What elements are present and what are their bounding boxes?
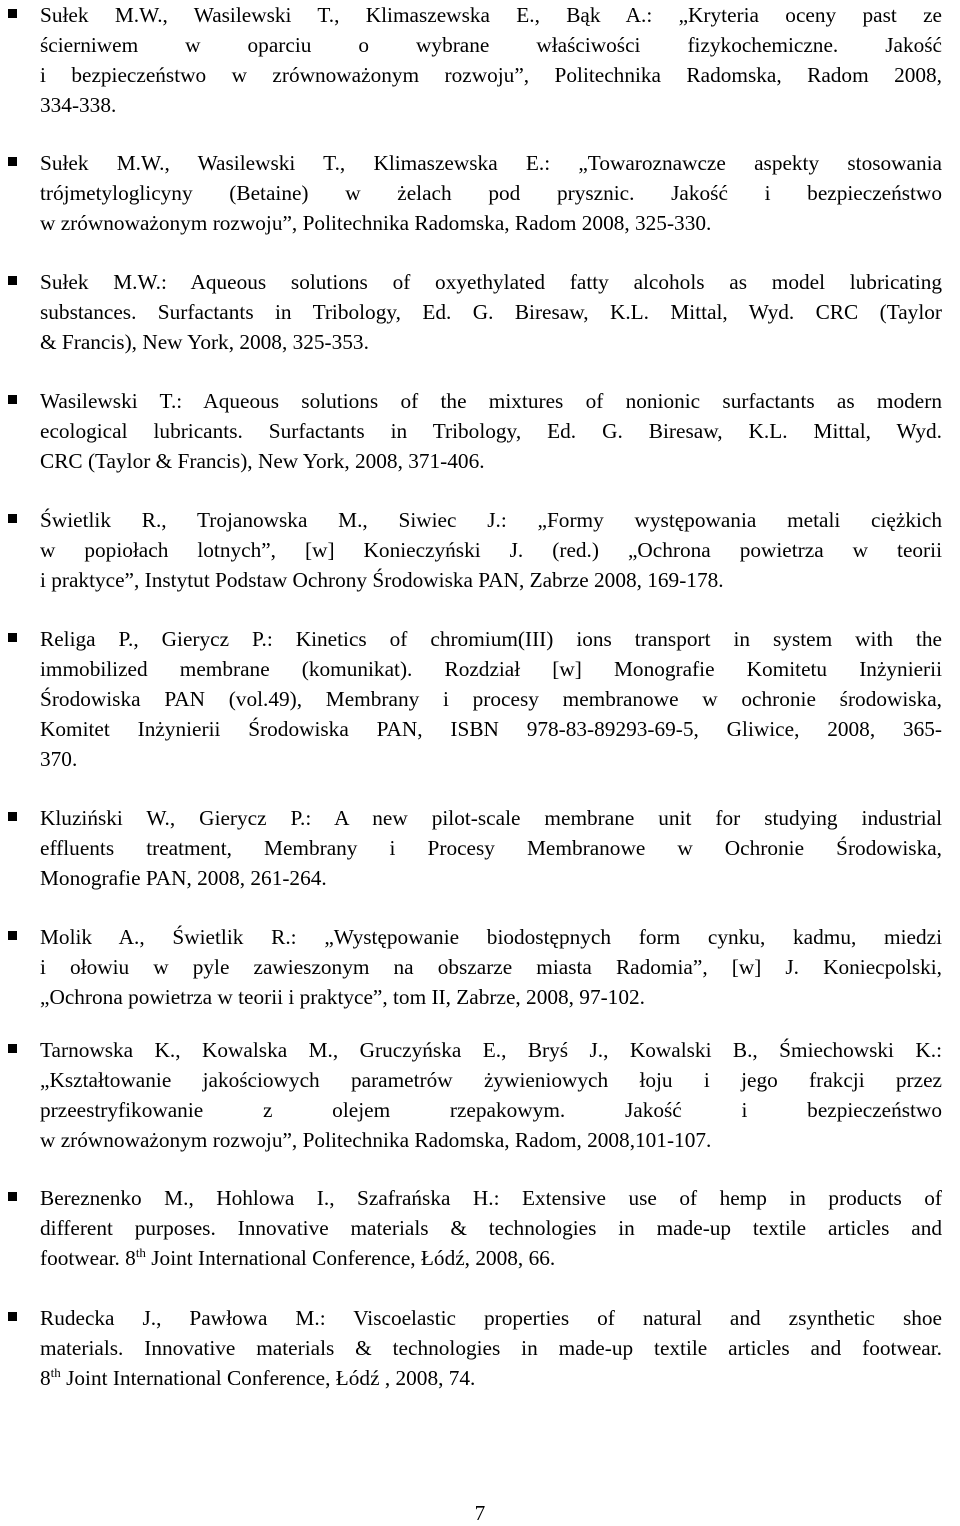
reference-line: „Kształtowanie jakościowych parametrów żywieniowych łoju i jego frakcji przez xyxy=(40,1068,942,1092)
bullet-square-icon xyxy=(8,395,17,404)
bullet-square-icon xyxy=(8,1044,17,1053)
reference-line: effluents treatment, Membrany i Procesy Membranowe w Ochronie Środowiska, xyxy=(40,836,942,860)
reference-line: w zrównoważonym rozwoju”, Politechnika Radomska, Radom 2008, 325-330. xyxy=(40,211,712,235)
bullet-square-icon xyxy=(8,9,17,18)
reference-line: Religa P., Gierycz P.: Kinetics of chromium(III) ions transport in system with the xyxy=(40,627,942,651)
reference-line: Bereznenko M., Hohlowa I., Szafrańska H.: Extensive use of hemp in products of xyxy=(40,1186,942,1210)
reference-line-part: 8 xyxy=(40,1366,51,1390)
reference-line: ścierniwem w oparciu o wybrane właściwości fizykochemiczne. Jakość xyxy=(40,33,942,57)
reference-text xyxy=(40,148,942,238)
reference-line: substances. Surfactants in Tribology, Ed. G. Biresaw, K.L. Mittal, Wyd. CRC (Taylor xyxy=(40,300,942,324)
reference-text xyxy=(40,803,942,893)
bullet-square-icon xyxy=(8,514,17,523)
reference-line: w popiołach lotnych”, [w] Konieczyński J. (red.) „Ochrona powietrza w teorii xyxy=(40,538,942,562)
reference-text xyxy=(40,1035,942,1155)
reference-text xyxy=(40,267,942,357)
bullet-square-icon xyxy=(8,931,17,940)
reference-line-part: footwear. 8 xyxy=(40,1246,136,1270)
reference-text xyxy=(40,922,942,1012)
reference-line: i bezpieczeństwo w zrównoważonym rozwoju”, Politechnika Radomska, Radom 2008, xyxy=(40,63,942,87)
reference-line: Sułek M.W.: Aqueous solutions of oxyethylated fatty alcohols as model lubricating xyxy=(40,270,942,294)
bullet-square-icon xyxy=(8,812,17,821)
reference-text xyxy=(40,1303,942,1393)
reference-line-part: Joint International Conference, Łódź , 2008, 74. xyxy=(60,1366,476,1390)
reference-line: Monografie PAN, 2008, 261-264. xyxy=(40,866,327,890)
reference-line: materials. Innovative materials & technologies in made-up textile articles and footwear. xyxy=(40,1336,942,1360)
reference-line: i praktyce”, Instytut Podstaw Ochrony Środowiska PAN, Zabrze 2008, 169-178. xyxy=(40,568,724,592)
reference-line: trójmetyloglicyny (Betaine) w żelach pod prysznic. Jakość i bezpieczeństwo xyxy=(40,181,942,205)
bullet-square-icon xyxy=(8,276,17,285)
bullet-square-icon xyxy=(8,1192,17,1201)
reference-line: & Francis), New York, 2008, 325-353. xyxy=(40,330,369,354)
reference-text xyxy=(40,505,942,595)
ordinal-superscript: th xyxy=(50,1365,61,1380)
reference-line xyxy=(40,1363,942,1393)
reference-line: different purposes. Innovative materials & technologies in made-up textile articles and xyxy=(40,1216,942,1240)
reference-line: immobilized membrane (komunikat). Rozdział [w] Monografie Komitetu Inżynierii xyxy=(40,657,942,681)
reference-line: Sułek M.W., Wasilewski T., Klimaszewska E., Bąk A.: „Kryteria oceny past ze xyxy=(40,3,942,27)
reference-line: Wasilewski T.: Aqueous solutions of the mixtures of nonionic surfactants as modern xyxy=(40,389,942,413)
reference-line: CRC (Taylor & Francis), New York, 2008, 371-406. xyxy=(40,449,485,473)
reference-line: Kluziński W., Gierycz P.: A new pilot-scale membrane unit for studying industrial xyxy=(40,806,942,830)
bullet-square-icon xyxy=(8,633,17,642)
page-number: 7 xyxy=(474,1501,486,1525)
reference-line: ecological lubricants. Surfactants in Tribology, Ed. G. Biresaw, K.L. Mittal, Wyd. xyxy=(40,419,942,443)
reference-line xyxy=(40,1243,942,1273)
reference-line: 370. xyxy=(40,747,78,771)
reference-line: Molik A., Świetlik R.: „Występowanie biodostępnych form cynku, kadmu, miedzi xyxy=(40,925,942,949)
reference-line: Środowiska PAN (vol.49), Membrany i procesy membranowe w ochronie środowiska, xyxy=(40,687,942,711)
reference-line: przeestryfikowanie z olejem rzepakowym. Jakość i bezpieczeństwo xyxy=(40,1098,942,1122)
reference-text xyxy=(40,1183,942,1273)
reference-line: Świetlik R., Trojanowska M., Siwiec J.: „Formy występowania metali ciężkich xyxy=(40,508,942,532)
reference-text xyxy=(40,624,942,774)
reference-line: w zrównoważonym rozwoju”, Politechnika Radomska, Radom, 2008,101-107. xyxy=(40,1128,712,1152)
reference-text xyxy=(40,386,942,476)
reference-line: Tarnowska K., Kowalska M., Gruczyńska E., Bryś J., Kowalski B., Śmiechowski K.: xyxy=(40,1038,942,1062)
reference-line: Sułek M.W., Wasilewski T., Klimaszewska E.: „Towaroznawcze aspekty stosowania xyxy=(40,151,942,175)
reference-text xyxy=(40,0,942,120)
reference-line: Rudecka J., Pawłowa M.: Viscoelastic properties of natural and zsynthetic shoe xyxy=(40,1306,942,1330)
reference-line: „Ochrona powietrza w teorii i praktyce”, tom II, Zabrze, 2008, 97-102. xyxy=(40,985,645,1009)
reference-line: i ołowiu w pyle zawieszonym na obszarze miasta Radomia”, [w] J. Koniecpolski, xyxy=(40,955,942,979)
bullet-square-icon xyxy=(8,1312,17,1321)
bullet-square-icon xyxy=(8,157,17,166)
reference-line: Komitet Inżynierii Środowiska PAN, ISBN 978-83-89293-69-5, Gliwice, 2008, 365- xyxy=(40,717,942,741)
reference-line: 334-338. xyxy=(40,93,117,117)
reference-line-part: Joint International Conference, Łódź, 2008, 66. xyxy=(145,1246,556,1270)
ordinal-superscript: th xyxy=(135,1245,146,1260)
